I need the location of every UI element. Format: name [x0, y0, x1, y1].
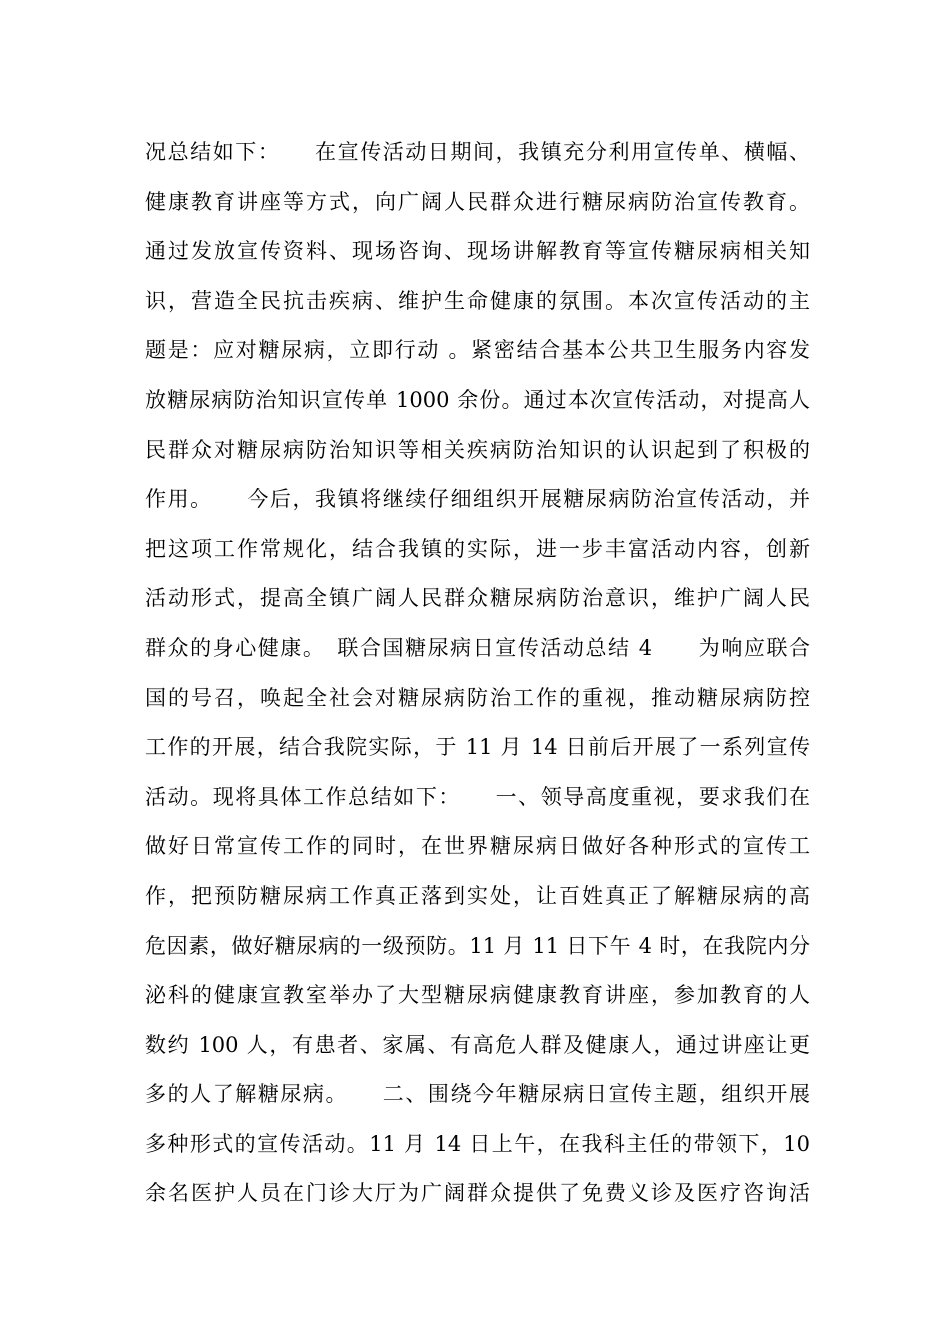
- text-line: 做好日常宣传工作的同时，在世界糖尿病日做好各种形式的宣传工: [145, 834, 810, 859]
- text-line: 泌科的健康宣教室举办了大型糖尿病健康教育讲座，参加教育的人: [145, 983, 810, 1008]
- text-line: 放糖尿病防治知识宣传单 1000 余份。通过本次宣传活动，对提高人: [145, 387, 810, 412]
- text-line: 危因素，做好糖尿病的一级预防。11 月 11 日下午 4 时，在我院内分: [145, 933, 810, 958]
- text-line: 多种形式的宣传活动。11 月 14 日上午，在我科主任的带领下，10: [145, 1131, 810, 1156]
- text-line: 作用。 今后，我镇将继续仔细组织开展糖尿病防治宣传活动，并: [145, 487, 810, 512]
- text-line: 工作的开展，结合我院实际，于 11 月 14 日前后开展了一系列宣传: [145, 735, 810, 760]
- text-line: 作，把预防糖尿病工作真正落到实处，让百姓真正了解糖尿病的高: [145, 883, 810, 908]
- text-line: 活动形式，提高全镇广阔人民群众糖尿病防治意识，维护广阔人民: [145, 586, 810, 611]
- text-line: 民群众对糖尿病防治知识等相关疾病防治知识的认识起到了积极的: [145, 437, 810, 462]
- text-line: 健康教育讲座等方式，向广阔人民群众进行糖尿病防治宣传教育。: [145, 189, 810, 214]
- text-line: 数约 100 人，有患者、家属、有高危人群及健康人，通过讲座让更: [145, 1032, 810, 1057]
- body-text: [145, 128, 810, 1219]
- text-line: 通过发放宣传资料、现场咨询、现场讲解教育等宣传糖尿病相关知: [145, 239, 810, 264]
- text-line: 多的人了解糖尿病。 二、围绕今年糖尿病日宣传主题，组织开展: [145, 1082, 810, 1107]
- text-line: 况总结如下： 在宣传活动日期间，我镇充分利用宣传单、横幅、: [145, 140, 810, 164]
- text-line: 把这项工作常规化，结合我镇的实际，进一步丰富活动内容，创新: [145, 536, 810, 561]
- text-line: 题是：应对糖尿病，立即行动 。紧密结合基本公共卫生服务内容发: [145, 338, 810, 363]
- text-line: 识，营造全民抗击疾病、维护生命健康的氛围。本次宣传活动的主: [145, 288, 810, 313]
- text-line: 群众的身心健康。 联合国糖尿病日宣传活动总结 4 为响应联合: [145, 635, 810, 660]
- text-line: 活动。现将具体工作总结如下： 一、领导高度重视，要求我们在: [145, 784, 810, 809]
- text-line: 国的号召，唤起全社会对糖尿病防治工作的重视，推动糖尿病防控: [145, 685, 810, 710]
- text-line: 余名医护人员在门诊大厅为广阔群众提供了免费义诊及医疗咨询活: [145, 1181, 810, 1206]
